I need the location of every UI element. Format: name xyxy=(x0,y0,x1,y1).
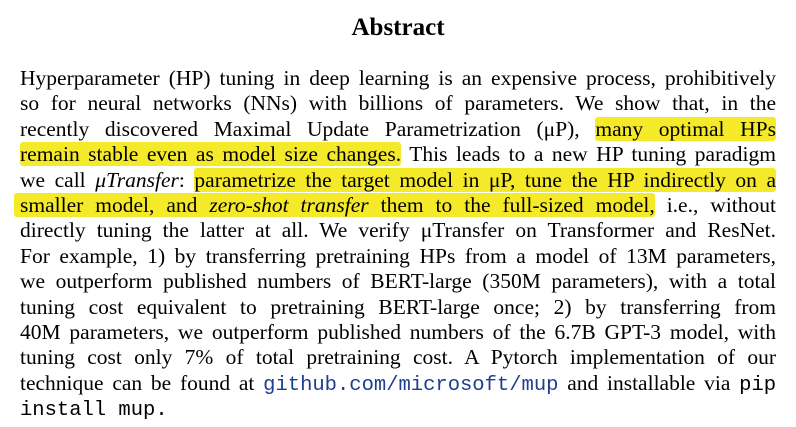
abstract-line xyxy=(20,295,776,320)
line-4-text: This leads to a new HP tuning paradigm xyxy=(409,142,776,167)
pip-command: pip xyxy=(739,373,777,397)
abstract-line xyxy=(20,91,776,116)
abstract-line xyxy=(20,244,776,269)
abstract-line xyxy=(20,218,776,243)
abstract-line xyxy=(20,193,776,218)
line-13-text: technique can be found at xyxy=(20,370,255,395)
mutransfer-italic: μTransfer xyxy=(95,167,179,192)
abstract-body xyxy=(20,66,776,421)
highlighted-text-1a: many optimal HPs xyxy=(595,116,776,141)
line-2-text: so for neural networks (NNs) with billions of parameters. We show that, in the xyxy=(20,91,776,116)
line-9-text: we outperform published numbers of BERT-large (350M parameters), with a total xyxy=(20,269,776,294)
abstract-line xyxy=(20,269,776,294)
abstract-line xyxy=(20,396,776,421)
line-3-text: recently discovered Maximal Update Parametrization (μP), xyxy=(20,116,580,141)
abstract-line xyxy=(20,142,776,167)
line-6-text: i.e., without xyxy=(666,192,777,217)
abstract-line xyxy=(20,345,776,370)
highlighted-text-1b: remain stable even as model size changes. xyxy=(20,142,402,167)
colon: : xyxy=(178,167,185,192)
line-12-text: tuning cost only 7% of total pretraining cost. A Pytorch implementation of our xyxy=(20,345,776,370)
highlighted-text-2a: parametrize the target model in μP, tune the HP indirectly on a xyxy=(194,167,776,192)
line-8-text: For example, 1) by transferring pretraining HPs from a model of 13M parameters, xyxy=(20,243,776,268)
line-11-text: 40M parameters, we outperform published numbers of the 6.7B GPT-3 model, with xyxy=(20,319,776,344)
line-7-text: directly tuning the latter at all. We verify μTransfer on Transformer and ResNet. xyxy=(20,218,776,243)
abstract-line xyxy=(20,117,776,142)
line-1-text: Hyperparameter (HP) tuning in deep learning is an expensive process, prohibitively xyxy=(20,66,776,90)
abstract-line xyxy=(20,320,776,345)
highlighted-text-2b xyxy=(14,193,655,217)
abstract-line xyxy=(20,371,776,396)
highlight-part-2: them to the full-sized model, xyxy=(380,192,655,217)
github-link[interactable]: github.com/microsoft/mup xyxy=(263,373,559,397)
line-10-text: tuning cost equivalent to pretraining BERT-large once; 2) by transferring from xyxy=(20,294,776,319)
abstract-line xyxy=(20,66,776,91)
mutransfer-term xyxy=(95,168,185,192)
line-5-text: we call xyxy=(20,167,86,192)
line-13-text-2: and installable via xyxy=(567,370,731,395)
highlight-part-1: smaller model, and xyxy=(20,192,198,217)
abstract-title: Abstract xyxy=(351,14,445,41)
zero-shot-transfer-term: zero-shot transfer xyxy=(209,192,369,217)
abstract-line xyxy=(20,168,776,193)
install-command: install mup. xyxy=(20,399,168,423)
